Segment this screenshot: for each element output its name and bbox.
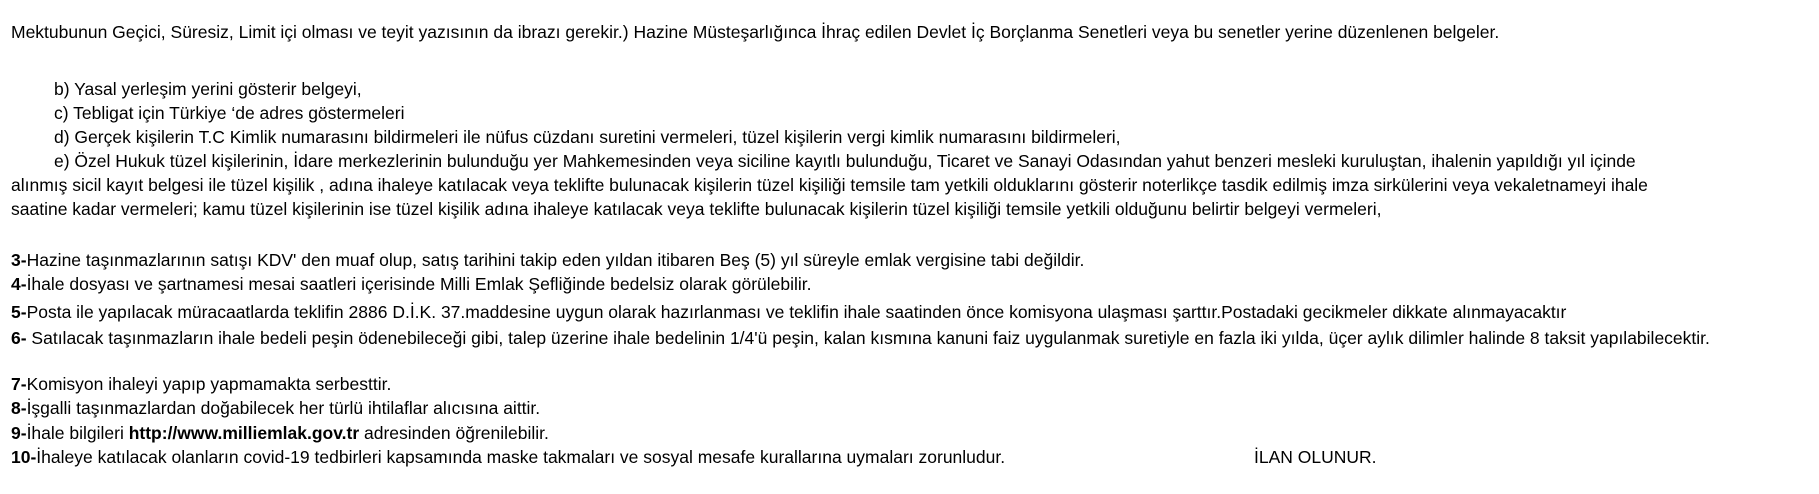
- article-text: Komisyon ihaleyi yapıp yapmamakta serbesttir.: [26, 374, 392, 394]
- article-text: İhale bilgileri: [26, 423, 129, 443]
- article-3: [11, 248, 1084, 272]
- article-9: [11, 421, 549, 445]
- article-text: İşgalli taşınmazlardan doğabilecek her türlü ihtilaflar alıcısına aittir.: [26, 398, 541, 418]
- article-number: 9-: [11, 423, 27, 443]
- article-number: 3-: [11, 250, 27, 270]
- article-text: Hazine taşınmazlarının satışı KDV' den muaf olup, satış tarihini takip eden yıldan itibaren Beş (5) yıl süreyle emlak vergisine tabi değildir.: [26, 250, 1085, 270]
- announcement-document: [11, 0, 1811, 494]
- document-item-e-line3: saatine kadar vermeleri; kamu tüzel kişilerinin ise tüzel kişilik adına ihaleye katılacak veya teklifte bulunacak kişilerin tüzel kişiliği temsile yetkili olduğunu belirtir belgeyi vermeleri,: [11, 199, 1382, 219]
- document-item-d: d) Gerçek kişilerin T.C Kimlik numarasını bildirmeleri ile nüfus cüzdanı suretini vermeleri, tüzel kişilerin vergi kimlik numarasını bildirmeleri,: [54, 127, 1121, 147]
- article-8: [11, 396, 540, 420]
- article-text: Satılacak taşınmazların ihale bedeli peşin ödenebileceği gibi, talep üzerine ihale bedelinin 1/4'ü peşin, kalan kısmına kanuni faiz uygulanmak suretiyle en fazla iki yılda, üçer aylık dilimler halinde 8 taksit yapılabilecektir.: [26, 328, 1710, 348]
- article-number: 7-: [11, 374, 27, 394]
- article-5: [11, 300, 1566, 324]
- document-item-e-line2: alınmış sicil kayıt belgesi ile tüzel kişilik , adına ihaleye katılacak veya teklifte bulunacak kişilerin tüzel kişiliği temsile tam yetkili olduklarını gösterir noterlikçe tasdik edilmiş imza sirkülerini veya vekaletnameyi ihale: [11, 175, 1648, 195]
- article-7: [11, 372, 391, 396]
- article-10: [11, 445, 1411, 469]
- website-link[interactable]: http://www.milliemlak.gov.tr: [128, 423, 360, 443]
- article-number: 4-: [11, 274, 27, 294]
- document-item-c: c) Tebligat için Türkiye ‘de adres göstermeleri: [54, 103, 405, 123]
- article-text: İhale dosyası ve şartnamesi mesai saatleri içerisinde Milli Emlak Şefliğinde bedelsiz olarak görülebilir.: [26, 274, 812, 294]
- intro-paragraph: Mektubunun Geçici, Süresiz, Limit içi olması ve teyit yazısının da ibrazı gerekir.) Hazine Müsteşarlığınca İhraç edilen Devlet İç Borçlanma Senetleri veya bu senetler yerine düzenlenen belgeler.: [11, 22, 1500, 42]
- article-text: adresinden öğrenilebilir.: [359, 423, 549, 443]
- article-4: [11, 272, 812, 296]
- article-6: [11, 326, 1710, 350]
- article-number: 6-: [11, 328, 27, 348]
- document-item-e-line1: e) Özel Hukuk tüzel kişilerinin, İdare merkezlerinin bulunduğu yer Mahkemesinden veya siciline kayıtlı bulunduğu, Ticaret ve Sanayi Odasından yahut benzeri mesleki kuruluştan, ihalenin yapıldığı yıl içinde: [54, 151, 1636, 171]
- closing-statement: İLAN OLUNUR.: [1254, 447, 1377, 467]
- article-text: İhaleye katılacak olanların covid-19 tedbirleri kapsamında maske takmaları ve sosyal mesafe kurallarına uymaları zorunludur.: [36, 447, 1006, 467]
- article-text: Posta ile yapılacak müracaatlarda teklifin 2886 D.İ.K. 37.maddesine uygun olarak hazırlanması ve teklifin ihale saatinden önce komisyona ulaşması şarttır.Postadaki gecikmeler dikkate alınmayacaktır: [26, 302, 1567, 322]
- article-number: 5-: [11, 302, 27, 322]
- document-item-b: b) Yasal yerleşim yerini gösterir belgeyi,: [54, 79, 362, 99]
- article-number: 8-: [11, 398, 27, 418]
- article-number: 10-: [11, 447, 37, 467]
